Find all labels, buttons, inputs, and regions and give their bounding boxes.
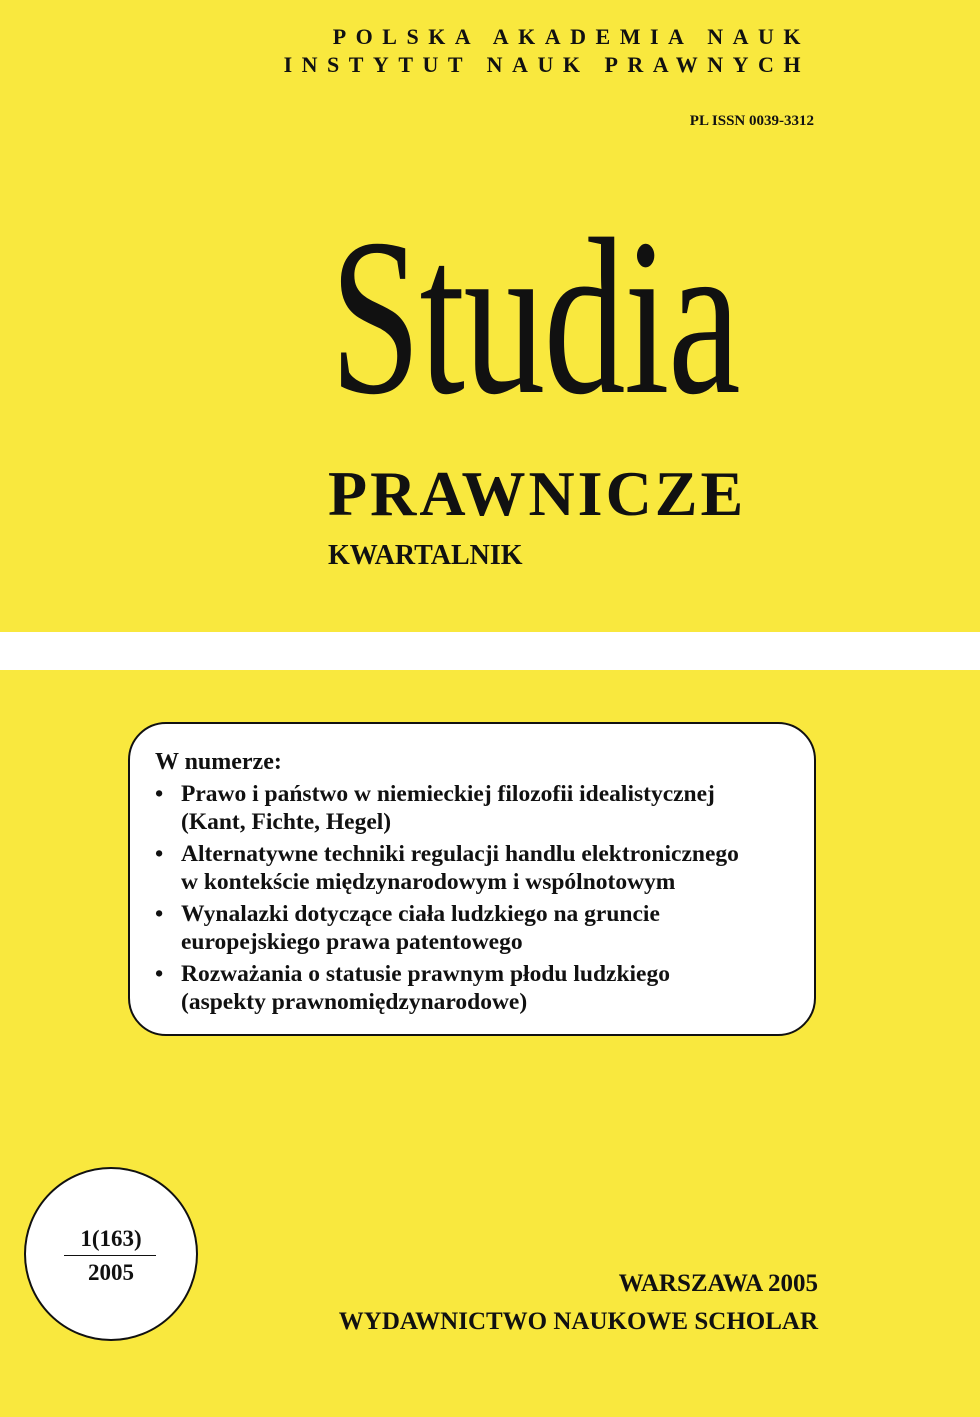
issue-number: 1(163) bbox=[80, 1226, 142, 1251]
contents-box bbox=[128, 722, 816, 1036]
contents-item-line: (Kant, Fichte, Hegel) bbox=[181, 809, 392, 835]
contents-item bbox=[155, 840, 794, 896]
contents-heading: W numerze: bbox=[155, 749, 282, 775]
journal-subtitle: PRAWNICZE bbox=[328, 458, 747, 529]
contents-item bbox=[155, 960, 794, 1016]
bullet-icon: • bbox=[155, 961, 164, 987]
white-stripe bbox=[0, 632, 980, 670]
contents-item bbox=[155, 780, 794, 836]
contents-item-line: (aspekty prawnomiędzynarodowe) bbox=[181, 989, 528, 1015]
contents-item-line: europejskiego prawa patentowego bbox=[181, 929, 523, 955]
contents-item-line: Prawo i państwo w niemieckiej filozofii idealistycznej bbox=[181, 781, 715, 807]
publisher-name: WYDAWNICTWO NAUKOWE SCHOLAR bbox=[338, 1308, 818, 1335]
issue-badge bbox=[24, 1167, 198, 1341]
contents-list bbox=[155, 780, 794, 1016]
journal-frequency: KWARTALNIK bbox=[328, 540, 523, 571]
issue-year: 2005 bbox=[88, 1260, 134, 1285]
contents-item-line: Rozważania o statusie prawnym płodu ludzkiego bbox=[181, 961, 670, 987]
journal-title: Studia bbox=[330, 193, 740, 441]
institute-name: INSTYTUT NAUK PRAWNYCH bbox=[283, 52, 810, 77]
academy-name: POLSKA AKADEMIA NAUK bbox=[332, 24, 810, 49]
place-year: WARSZAWA 2005 bbox=[618, 1270, 818, 1297]
issn-number: PL ISSN 0039-3312 bbox=[689, 113, 814, 129]
bullet-icon: • bbox=[155, 781, 164, 807]
contents-item-line: Alternatywne techniki regulacji handlu elektronicznego bbox=[181, 841, 739, 867]
issue-divider bbox=[64, 1255, 156, 1256]
contents-item-line: Wynalazki dotyczące ciała ludzkiego na gruncie bbox=[181, 901, 660, 927]
bullet-icon: • bbox=[155, 841, 164, 867]
contents-item-line: w kontekście międzynarodowym i wspólnotowym bbox=[181, 869, 676, 895]
bullet-icon: • bbox=[155, 901, 164, 927]
contents-item bbox=[155, 900, 794, 956]
